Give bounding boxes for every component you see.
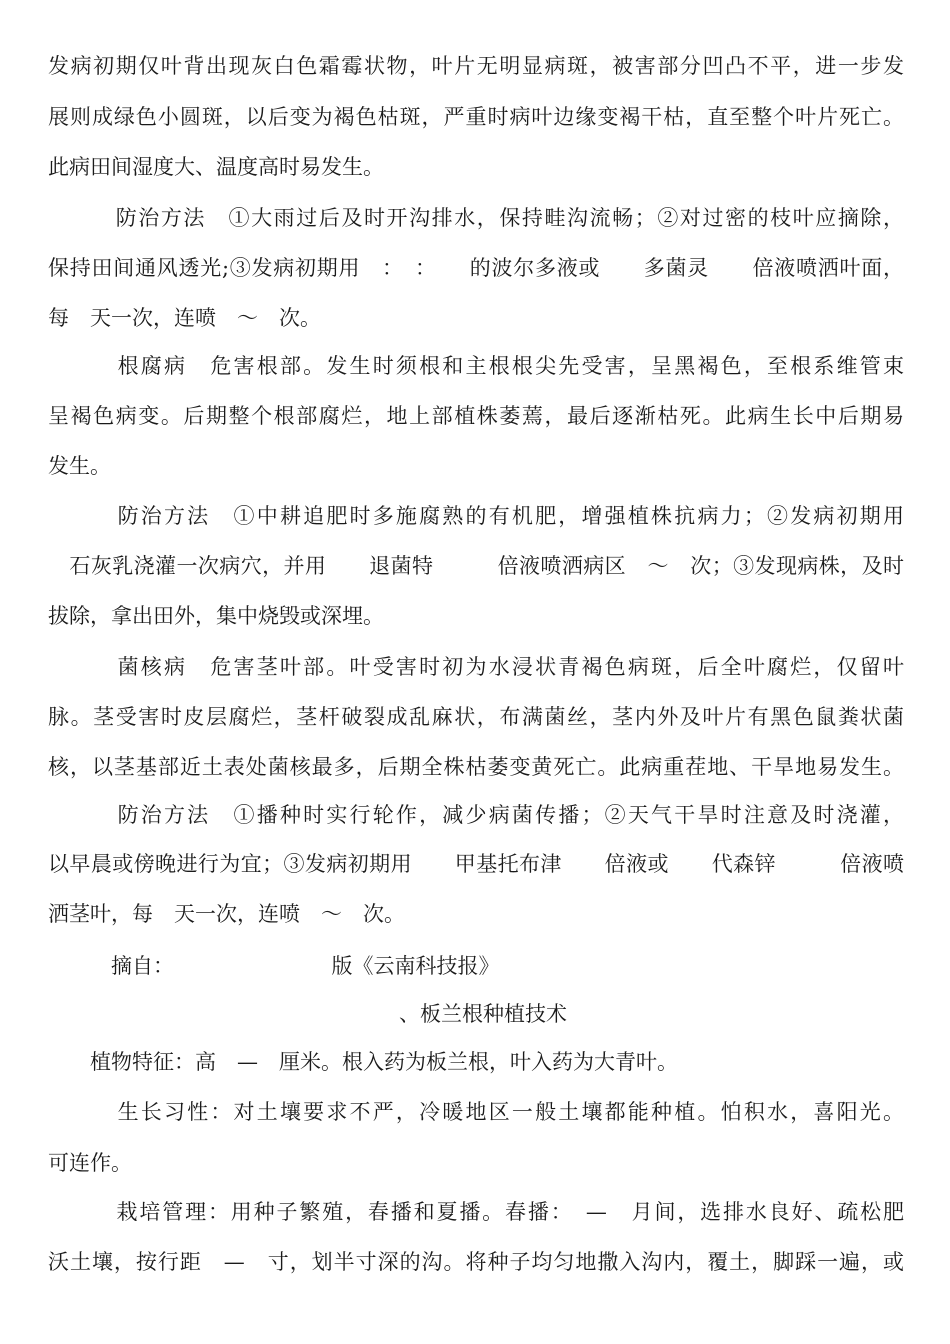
text-line: 每 天一次，连喷 ～ 次。 [48,306,321,330]
text-line: 根腐病 危害根部。发生时须根和主根根尖先受害，呈黑褐色，至根系维管束 [48,354,904,378]
text-line: 可连作。 [48,1151,132,1175]
text-line: 洒茎叶，每 天一次，连喷 ～ 次。 [48,902,405,926]
text-line: 核，以茎基部近土表处菌核最多，后期全株枯萎变黄死亡。此病重茬地、干旱地易发生。 [48,755,904,779]
text-line: 防治方法 ①大雨过后及时开沟排水，保持畦沟流畅；②对过密的枝叶应摘除， [48,206,904,230]
section-heading: 、板兰根种植技术 [399,1002,567,1026]
text-line: 生长习性：对土壤要求不严，冷暖地区一般土壤都能种植。怕积水，喜阳光。 [48,1100,904,1124]
text-line: 呈褐色病变。后期整个根部腐烂，地上部植株萎蔫，最后逐渐枯死。此病生长中后期易 [48,404,904,428]
text-line: 栽培管理：用种子繁殖，春播和夏播。春播： — 月间，选排水良好、疏松肥 [48,1200,904,1224]
text-line: 沃土壤，按行距 — 寸，划半寸深的沟。将种子均匀地撒入沟内，覆土，脚踩一遍，或 [48,1250,904,1274]
text-line: 发生。 [48,454,111,478]
text-line: 展则成绿色小圆斑，以后变为褐色枯斑，严重时病叶边缘变褐干枯，直至整个叶片死亡。 [48,105,904,129]
text-line: 防治方法 ①播种时实行轮作，减少病菌传播；②天气干旱时注意及时浇灌， [48,803,904,827]
text-line: 保持田间通风透光;③发病初期用 ： ： 的波尔多液或 多菌灵 倍液喷洒叶面， [48,256,904,280]
text-line: 防治方法 ①中耕追肥时多施腐熟的有机肥，增强植株抗病力；②发病初期用 [48,504,904,528]
text-line: 以早晨或傍晚进行为宜；③发病初期用 甲基托布津 倍液或 代森锌 倍液喷 [48,852,904,876]
text-line: 菌核病 危害茎叶部。叶受害时初为水浸状青褐色病斑，后全叶腐烂，仅留叶 [48,655,904,679]
text-line: 石灰乳浇灌一次病穴，并用 退菌特 倍液喷洒病区 ～ 次；③发现病株，及时 [48,554,904,578]
text-line: 此病田间湿度大、温度高时易发生。 [48,155,384,179]
text-line: 脉。茎受害时皮层腐烂，茎杆破裂成乱麻状，布满菌丝，茎内外及叶片有黑色鼠粪状菌 [48,705,904,729]
text-line: 拔除，拿出田外，集中烧毁或深埋。 [48,604,384,628]
source-citation: 摘自： 版《云南科技报》 [48,954,500,978]
text-line: 植物特征：高 — 厘米。根入药为板兰根，叶入药为大青叶。 [48,1050,678,1074]
text-line: 发病初期仅叶背出现灰白色霜霉状物，叶片无明显病斑，被害部分凹凸不平，进一步发 [48,54,904,78]
